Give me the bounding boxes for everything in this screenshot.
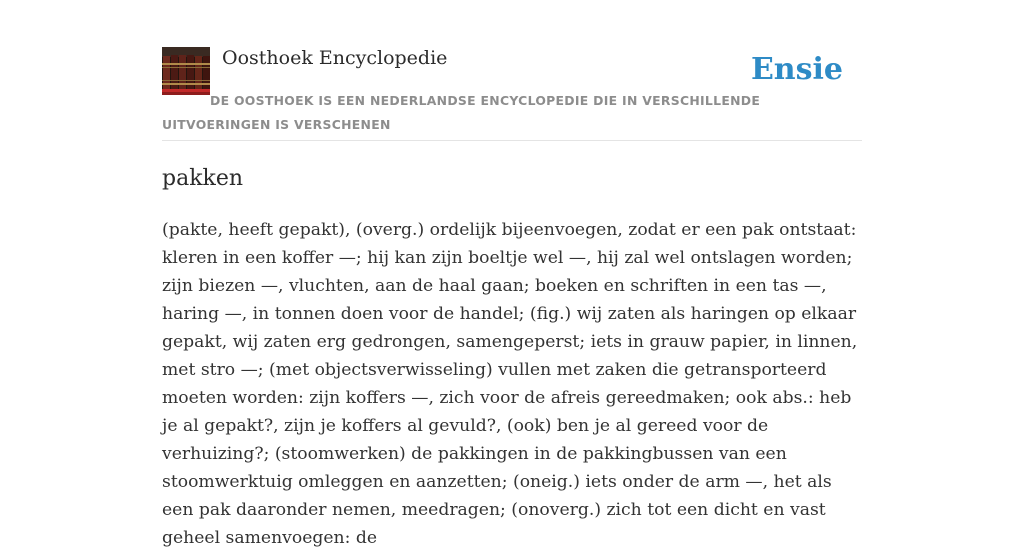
site-name-link[interactable]: Oosthoek Encyclopedie [222,47,448,69]
brand-logo-link[interactable]: Ensie [750,52,843,87]
entry-definition: (pakte, heeft gepakt), (overg.) ordelijk bijeenvoegen, zodat er een pak ontstaat: kleren in een koffer —; hij kan zijn boeltje wel —, hij zal wel ontslagen worden; zijn biezen —, vluchten, aan de haal gaan; boeken en schriften in een tas —, haring —, in tonnen doen voor de handel; (fig.) wij zaten als haringen op elkaar gepakt, wij zaten erg gedrongen, samengeperst; iets in grauw papier, in linnen, met stro —; (met objectsverwisseling) vullen met zaken die getransporteerd moeten worden: zijn koffers —, zich voor de afreis gereedmaken; ook abs.: heb je al gepakt?, zijn je koffers al gevuld?, (ook) ben je al gereed voor de verhuizing?; (stoomwerken) de pakkingen in de pakkingbussen van een stoomwerktuig omleggen en aanzetten; (oneig.) iets onder de arm —, het als een pak daaronder nemen, meedragen; (onoverg.) zich tot een dicht en vast geheel samenvoegen: de [162,220,858,548]
book-spines-icon[interactable] [162,47,210,95]
entry-title: pakken [162,166,244,191]
site-tagline: DE OOSTHOEK IS EEN NEDERLANDSE ENCYCLOPEDIE DIE IN VERSCHILLENDE UITVOERINGEN IS VERSCHENEN [162,93,761,132]
site-header [162,46,862,141]
